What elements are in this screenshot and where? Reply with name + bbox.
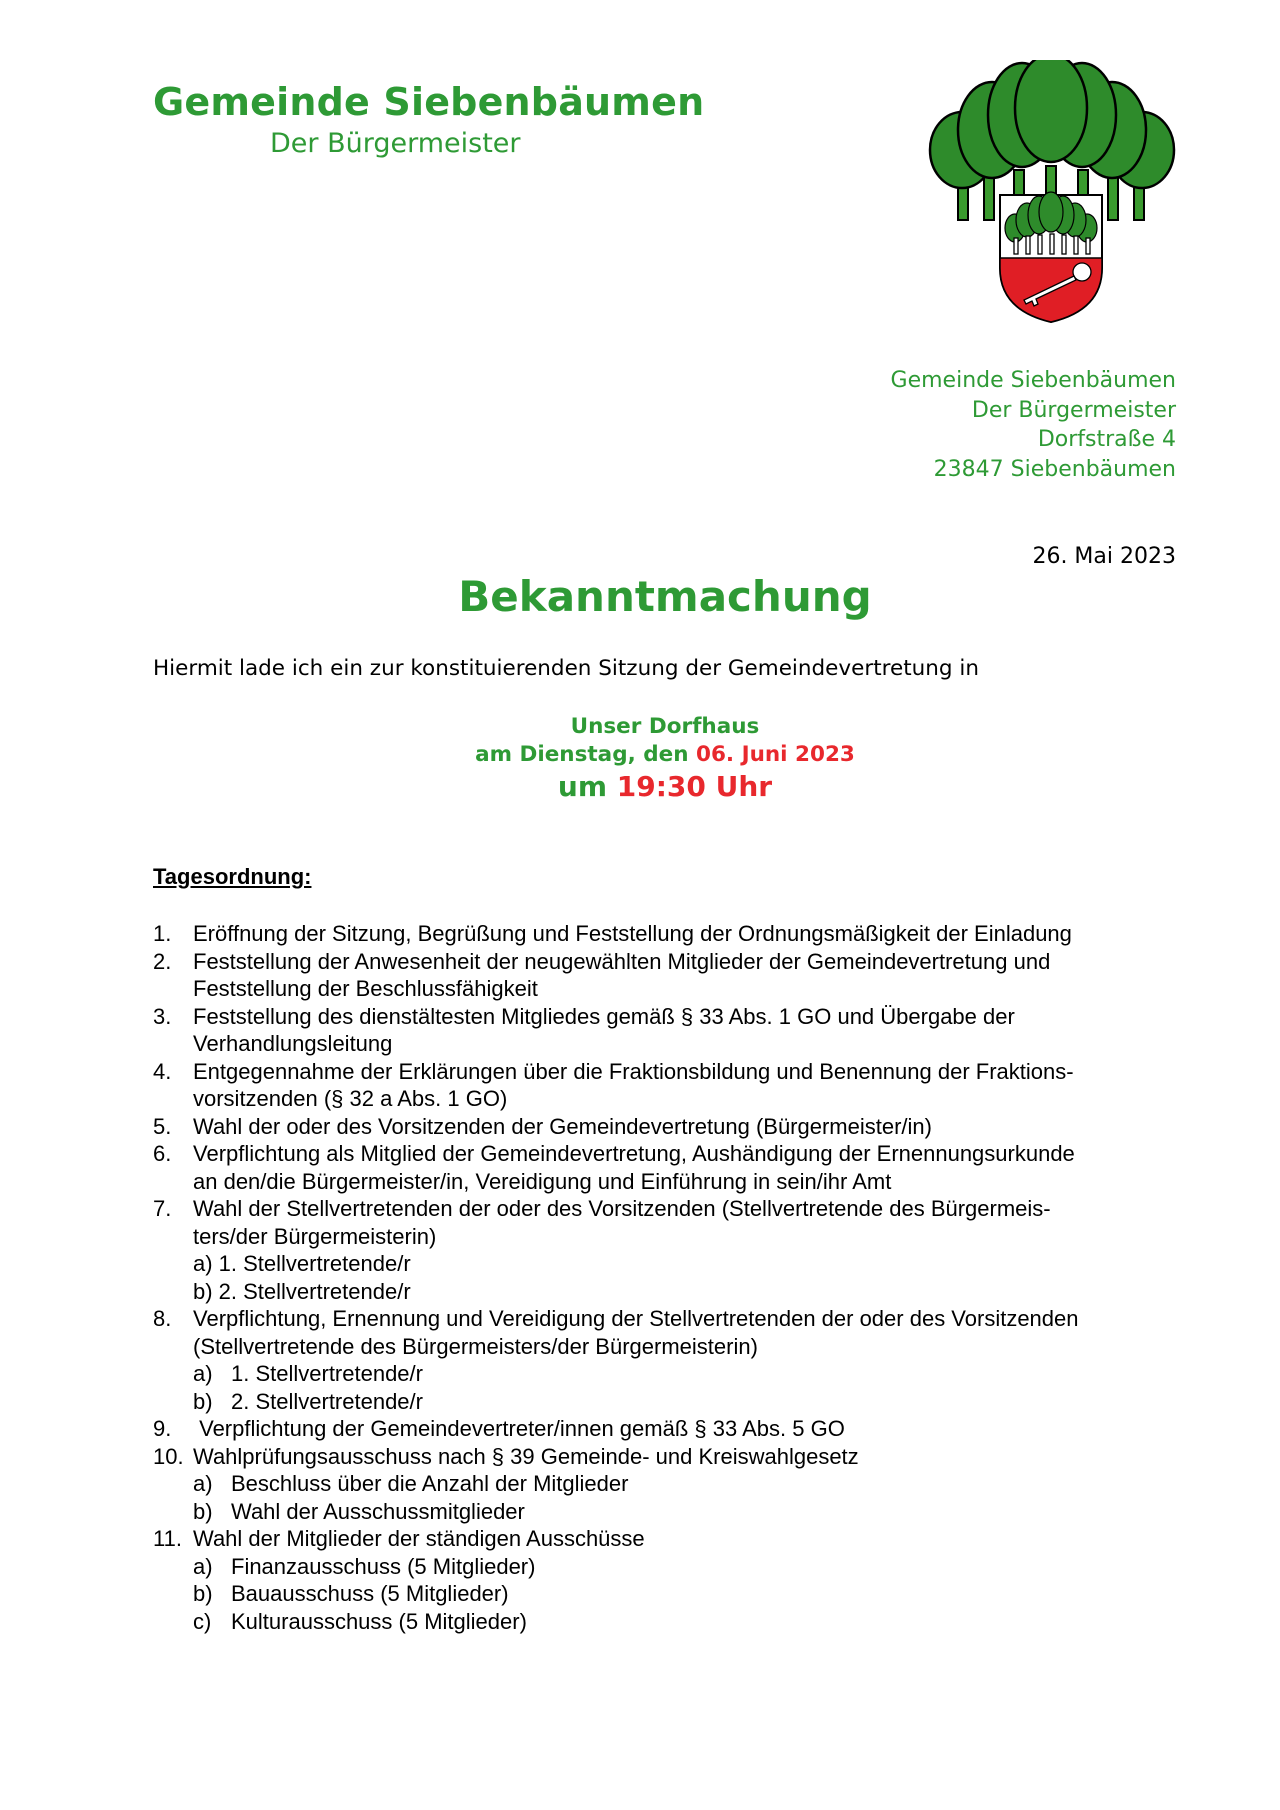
- agenda-item-number: 4.: [153, 1058, 172, 1084]
- agenda-item-number: 9.: [153, 1416, 172, 1441]
- agenda-item-line: Wahlprüfungsausschuss nach § 39 Gemeinde- und Kreiswahlgesetz: [193, 1443, 859, 1469]
- agenda-item-line: Feststellung des dienstältesten Mitgliedes gemäß § 33 Abs. 1 GO und Übergabe der: [193, 1003, 1015, 1029]
- agenda-item-text: [193, 1003, 1163, 1058]
- agenda-subitem: [193, 1580, 1163, 1608]
- agenda-item-text: [193, 1113, 1163, 1141]
- agenda-item-line: vorsitzenden (§ 32 a Abs. 1 GO): [193, 1086, 508, 1111]
- agenda-item-line: Verhandlungsleitung: [193, 1031, 393, 1056]
- agenda-item: [153, 1443, 1163, 1526]
- meeting-date-line: [0, 742, 1280, 767]
- agenda-subitem-label: a): [193, 1553, 213, 1579]
- agenda-subitem: [193, 1553, 1163, 1581]
- agenda-item: [153, 1305, 1163, 1415]
- agenda-item-text: [193, 1195, 1163, 1305]
- agenda-item-number: 3.: [153, 1003, 172, 1029]
- agenda-item-text: [193, 1443, 1163, 1526]
- agenda-subitem-text: Kulturausschuss (5 Mitglieder): [231, 1608, 527, 1634]
- agenda-subitem-label: a): [193, 1361, 213, 1386]
- agenda-item: [153, 1003, 1163, 1058]
- organization-name: Gemeinde Siebenbäumen: [153, 80, 705, 124]
- agenda-item-line: Verpflichtung als Mitglied der Gemeindevertretung, Aushändigung der Ernennungsurkunde: [193, 1141, 1075, 1166]
- agenda-subitem: [193, 1608, 1163, 1636]
- agenda-item-line: an den/die Bürgermeister/in, Vereidigung und Einführung in sein/ihr Amt: [193, 1168, 892, 1194]
- meeting-time-prefix: um: [557, 770, 617, 803]
- agenda-item: [153, 1415, 1163, 1443]
- agenda-item-number: 5.: [153, 1113, 172, 1139]
- agenda-item-text: [193, 1140, 1163, 1195]
- agenda-item-number: 2.: [153, 948, 172, 974]
- agenda-item: [153, 920, 1163, 948]
- agenda-subitem-text: Wahl der Ausschussmitglieder: [231, 1498, 525, 1524]
- agenda-subitem: [193, 1388, 1163, 1416]
- agenda-subitem-label: b): [193, 1388, 213, 1414]
- address-line-name: Gemeinde Siebenbäumen: [890, 368, 1176, 393]
- agenda-subitem-text: 2. Stellvertretende/r: [231, 1388, 423, 1414]
- agenda-item: [153, 948, 1163, 1003]
- agenda-title: Tagesordnung:: [153, 864, 312, 889]
- agenda-item-line: Wahl der oder des Vorsitzenden der Gemeindevertretung (Bürgermeister/in): [193, 1113, 932, 1139]
- agenda-subitem-text: 1. Stellvertretende/r: [231, 1361, 423, 1386]
- address-line-city: 23847 Siebenbäumen: [933, 456, 1176, 482]
- address-block: [891, 366, 1176, 484]
- agenda-item-line: ters/der Bürgermeisterin): [193, 1223, 437, 1249]
- agenda-subitem-label: b): [193, 1581, 213, 1606]
- agenda-subitem-label: c): [193, 1608, 212, 1634]
- agenda-subitem-text: Beschluss über die Anzahl der Mitglieder: [231, 1471, 629, 1496]
- agenda-item-line: Wahl der Stellvertretenden der oder des Vorsitzenden (Stellvertretende des Bürgermeis-: [193, 1196, 1051, 1221]
- agenda-item: [153, 1058, 1163, 1113]
- agenda-subitem: [193, 1498, 1163, 1526]
- agenda-item-line: Eröffnung der Sitzung, Begrüßung und Feststellung der Ordnungsmäßigkeit der Einladung: [193, 921, 1072, 946]
- agenda-item-text: [193, 1058, 1163, 1113]
- organization-subtitle: Der Bürgermeister: [270, 128, 521, 159]
- agenda-item-line: b) 2. Stellvertretende/r: [193, 1278, 411, 1304]
- intro-text: Hiermit lade ich ein zur konstituierenden Sitzung der Gemeindevertretung in: [153, 656, 979, 681]
- agenda-item-number: 6.: [153, 1141, 172, 1166]
- agenda-item-number: 1.: [153, 921, 172, 946]
- agenda-item-line: Wahl der Mitglieder der ständigen Ausschüsse: [193, 1526, 645, 1551]
- address-line-title: Der Bürgermeister: [971, 397, 1176, 423]
- meeting-date-prefix: am Dienstag, den: [475, 742, 696, 767]
- agenda-item-number: 10.: [153, 1443, 184, 1469]
- agenda-item-text: [193, 1525, 1163, 1635]
- agenda-item: [153, 1113, 1163, 1141]
- agenda-item: [153, 1525, 1163, 1635]
- meeting-time: 19:30 Uhr: [616, 770, 773, 803]
- agenda-item: [153, 1195, 1163, 1305]
- agenda-item: [153, 1140, 1163, 1195]
- agenda-item-text: [193, 948, 1163, 1003]
- agenda-item-text: [193, 920, 1163, 948]
- agenda-subitem: [193, 1360, 1163, 1388]
- agenda-item-line: (Stellvertretende des Bürgermeisters/der Bürgermeisterin): [193, 1333, 758, 1359]
- agenda-item-text: [193, 1305, 1163, 1415]
- agenda-subitem-text: Bauausschuss (5 Mitglieder): [231, 1581, 509, 1606]
- meeting-venue: Unser Dorfhaus: [570, 714, 760, 739]
- agenda-item-number: 8.: [153, 1306, 172, 1331]
- page-title: Bekanntmachung: [458, 572, 872, 621]
- agenda-subitem-text: Finanzausschuss (5 Mitglieder): [231, 1553, 536, 1579]
- agenda-item-line: Verpflichtung der Gemeindevertreter/innen gemäß § 33 Abs. 5 GO: [193, 1416, 845, 1441]
- meeting-time-line: [0, 770, 1280, 803]
- agenda-item-line: Feststellung der Anwesenheit der neugewählten Mitglieder der Gemeindevertretung und: [193, 948, 1051, 974]
- agenda-subitem-label: b): [193, 1498, 213, 1524]
- meeting-date: 06. Juni 2023: [696, 742, 855, 767]
- agenda-item-line: Feststellung der Beschlussfähigkeit: [193, 976, 538, 1001]
- agenda-item-number: 7.: [153, 1196, 172, 1221]
- agenda-subitem: [193, 1470, 1163, 1498]
- agenda-list: [153, 920, 1163, 1635]
- agenda-item-text: [193, 1415, 1163, 1443]
- document-date: 26. Mai 2023: [1032, 544, 1176, 569]
- agenda-item-line: a) 1. Stellvertretende/r: [193, 1251, 411, 1276]
- coat-of-arms-icon: [922, 60, 1180, 325]
- address-line-street: Dorfstraße 4: [1037, 427, 1176, 452]
- agenda-item-line: Verpflichtung, Ernennung und Vereidigung der Stellvertretenden der oder des Vorsitzenden: [193, 1306, 1079, 1331]
- agenda-subitem-label: a): [193, 1471, 213, 1496]
- agenda-item-line: Entgegennahme der Erklärungen über die Fraktionsbildung und Benennung der Fraktions-: [193, 1058, 1074, 1084]
- agenda-item-number: 11.: [153, 1526, 182, 1551]
